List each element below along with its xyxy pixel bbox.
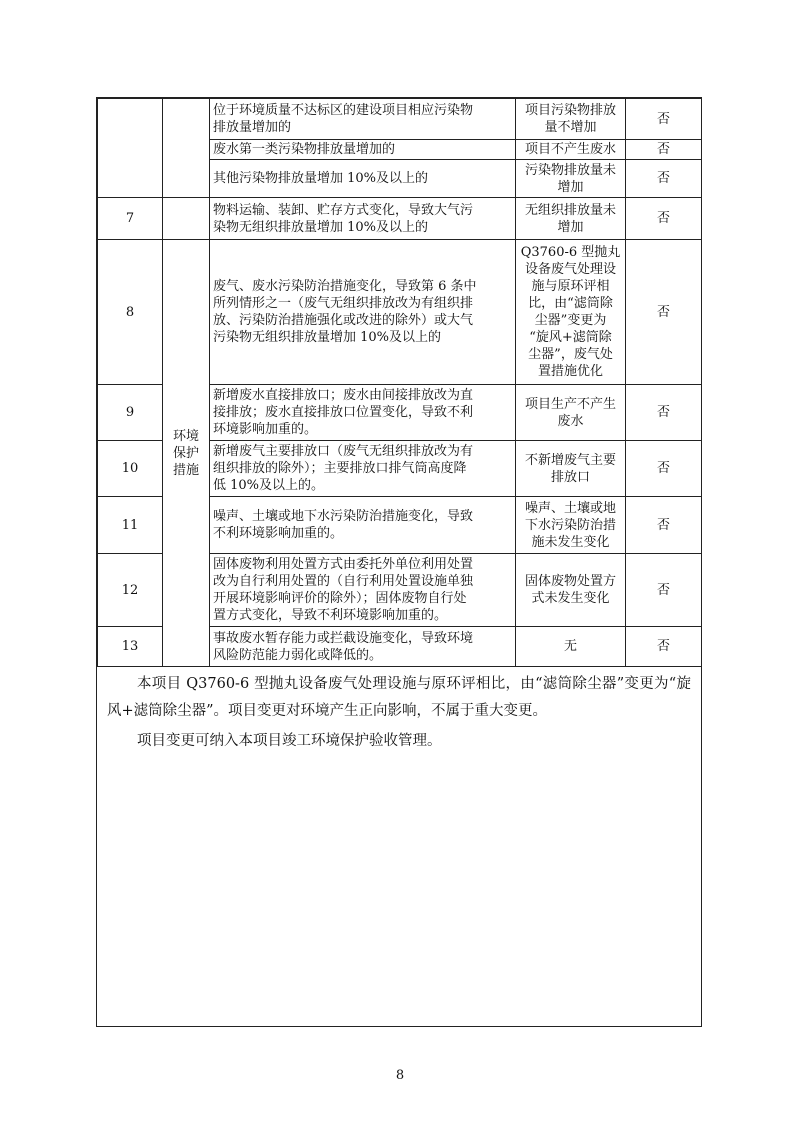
row-number: 10 [98,441,163,497]
row-description: 新增废水直接排放口；废水由间接排放改为直 接排放；废水直接排放口位置变化，导致不利 环境影响加重的。 [210,385,516,441]
row-result: 否 [626,140,702,160]
row-note: 无组织排放量未 增加 [516,198,626,240]
row-description: 新增废气主要排放口（废气无组织排放改为有 组织排放的除外）；主要排放口排气筒高度降 低 10%及以上的。 [210,441,516,497]
row-result: 否 [626,554,702,627]
change-assessment-table [97,98,702,667]
row-result: 否 [626,497,702,554]
row-note: 污染物排放量未 增加 [516,160,626,198]
row-number: 13 [98,627,163,667]
row-result: 否 [626,627,702,667]
row-description: 废气、废水污染防治措施变化，导致第 6 条中 所列情形之一（废气无组织排放改为有组织排 放、污染防治措施强化或改进的除外）或大气 污染物无组织排放量增加 10%及以上的 [210,240,516,385]
row-result: 否 [626,240,702,385]
row-description: 固体废物利用处置方式由委托外单位利用处置 改为自行利用处置的（自行利用处置设施单独 开展环境影响评价的除外）；固体废物自行处 置方式变化，导致不利环境影响加重的。 [210,554,516,627]
row-number: 9 [98,385,163,441]
row-note: 不新增废气主要 排放口 [516,441,626,497]
acceptance-paragraph: 项目变更可纳入本项目竣工环境保护验收管理。 [137,733,442,749]
row-number: 8 [98,240,163,385]
category-cell-upper [163,99,210,198]
row-number: 7 [98,198,163,240]
row-note: 固体废物处置方 式未发生变化 [516,554,626,627]
row-result: 否 [626,99,702,140]
row-note: 项目不产生废水 [516,140,626,160]
row-note: 项目生产不产生 废水 [516,385,626,441]
row-result: 否 [626,385,702,441]
category-cell-blank [163,198,210,240]
table-row [98,99,702,140]
row-number: 12 [98,554,163,627]
row-note: 项目污染物排放 量不增加 [516,99,626,140]
row-number: 11 [98,497,163,554]
row-description: 事故废水暂存能力或拦截设施变化，导致环境 风险防范能力弱化或降低的。 [210,627,516,667]
row-description: 物料运输、装卸、贮存方式变化，导致大气污 染物无组织排放量增加 10%及以上的 [210,198,516,240]
table-row [98,198,702,240]
category-cell: 环境 保护 措施 [163,240,210,667]
row-result: 否 [626,198,702,240]
row-description: 废水第一类污染物排放量增加的 [210,140,516,160]
document-frame [96,97,702,1027]
conclusion-paragraph: 本项目 Q3760-6 型抛丸设备废气处理设施与原环评相比，由“滤筒除尘器”变更为“旋风+滤筒除尘器”。项目变更对环境产生正向影响，不属于重大变更。 [107,676,691,719]
row-number [98,99,163,198]
conclusion-text [107,671,691,755]
row-description: 其他污染物排放量增加 10%及以上的 [210,160,516,198]
table-row [98,240,702,385]
row-note: 无 [516,627,626,667]
row-description: 位于环境质量不达标区的建设项目相应污染物 排放量增加的 [210,99,516,140]
row-note: Q3760-6 型抛丸 设备废气处理设 施与原环评相 比，由“滤筒除 尘器”变更为 “旋风+滤筒除 尘器”，废气处 置措施优化 [516,240,626,385]
row-result: 否 [626,160,702,198]
row-result: 否 [626,441,702,497]
page-number: 8 [395,1068,405,1083]
row-description: 噪声、土壤或地下水污染防治措施变化，导致 不利环境影响加重的。 [210,497,516,554]
row-note: 噪声、土壤或地 下水污染防治措 施未发生变化 [516,497,626,554]
